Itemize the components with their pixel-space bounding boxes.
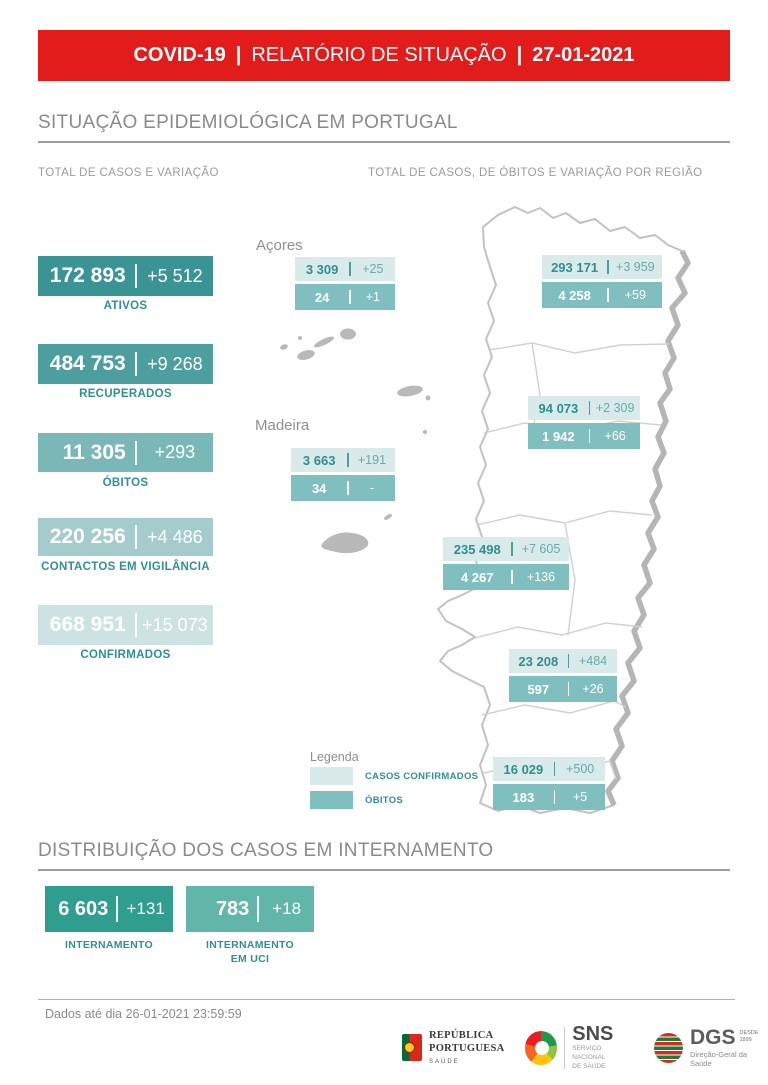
armillary-sphere-icon xyxy=(404,1042,415,1053)
dgs-globe-icon xyxy=(654,1033,683,1063)
recuperados-label: RECUPERADOS xyxy=(79,388,172,400)
republica-line2: PORTUGUESA xyxy=(429,1042,505,1054)
footer-divider xyxy=(38,999,735,1000)
acores-deaths-delta: +1 xyxy=(365,290,380,304)
internamento-label: INTERNAMENTO xyxy=(65,939,153,951)
algarve-cases: 16 029 xyxy=(503,761,544,777)
algarve-cases-delta: +500 xyxy=(566,762,595,776)
stat-box-ativos xyxy=(38,256,213,296)
centro-cases-delta: +2 309 xyxy=(595,401,635,415)
alentejo-cases: 23 208 xyxy=(518,653,559,669)
subtitle-total-casos: TOTAL DE CASOS E VARIAÇÃO xyxy=(38,167,219,179)
header-separator: | xyxy=(235,44,242,66)
legend-label-obitos: ÓBITOS xyxy=(365,795,404,806)
centro-deaths: 1 942 xyxy=(542,428,575,444)
internamento-value: 6 603 xyxy=(58,897,109,920)
stat-box-obitos xyxy=(38,433,213,472)
uci-label xyxy=(180,938,320,966)
legend-swatch-obitos xyxy=(310,791,353,809)
dgs-since-word: DESDE xyxy=(739,1030,759,1037)
dgs-logo xyxy=(654,1027,768,1068)
region-box-acores-deaths xyxy=(295,284,395,310)
norte-deaths: 4 258 xyxy=(558,287,591,303)
lvt-cases-delta: +7 605 xyxy=(521,542,561,556)
acores-cases-delta: +25 xyxy=(362,262,384,276)
stat-box-recuperados xyxy=(38,344,213,384)
sns-ring-icon xyxy=(525,1031,558,1065)
contactos-value: 220 256 xyxy=(49,525,126,548)
republica-portuguesa-logo xyxy=(402,1030,505,1065)
acores-cases: 3 309 xyxy=(305,261,339,277)
sns-abbr: SNS xyxy=(572,1023,614,1045)
stat-box-internamento xyxy=(45,886,173,932)
logo-separator xyxy=(564,1027,565,1069)
header-date: 27-01-2021 xyxy=(532,44,635,66)
madeira-cases-delta: +191 xyxy=(357,453,387,467)
sns-sub2: DE SAÚDE xyxy=(572,1063,606,1071)
region-box-madeira-cases xyxy=(291,448,395,472)
lvt-deaths: 4 267 xyxy=(460,569,494,585)
region-box-algarve-cases xyxy=(493,757,605,781)
uci-label-line2: EM UCI xyxy=(230,953,270,966)
madeira-label: Madeira xyxy=(255,417,310,434)
section-title-internamento: DISTRIBUIÇÃO DOS CASOS EM INTERNAMENTO xyxy=(38,840,730,871)
legend-title: Legenda xyxy=(310,750,359,764)
madeira-cases: 3 663 xyxy=(302,452,336,468)
sns-logo xyxy=(525,1024,634,1071)
stat-box-confirmados xyxy=(38,605,213,645)
header-separator-2: | xyxy=(516,44,523,66)
section-title-epidemiologia: SITUAÇÃO EPIDEMIOLÓGICA EM PORTUGAL xyxy=(38,112,730,143)
footer-logos xyxy=(402,1024,768,1071)
region-box-lvt-deaths xyxy=(443,564,569,590)
dgs-since-year: 1899 xyxy=(739,1037,752,1044)
internamento-delta: +131 xyxy=(126,899,165,918)
obitos-value: 11 305 xyxy=(62,440,126,464)
acores-deaths: 24 xyxy=(314,289,330,305)
stat-box-internamento-uci xyxy=(186,886,314,932)
header-title-covid: COVID-19 xyxy=(133,44,226,66)
recuperados-value: 484 753 xyxy=(49,352,126,375)
republica-saude: SAÚDE xyxy=(429,1059,460,1066)
portugal-flag-icon xyxy=(402,1034,422,1061)
centro-cases: 94 073 xyxy=(538,400,579,416)
madeira-islands xyxy=(321,513,392,553)
contactos-delta: +4 486 xyxy=(147,526,203,547)
region-box-alentejo-deaths xyxy=(509,676,617,702)
obitos-delta: +293 xyxy=(154,442,196,462)
acores-label: Açores xyxy=(256,237,303,254)
lvt-deaths-delta: +136 xyxy=(526,570,556,584)
confirmados-label: CONFIRMADOS xyxy=(80,649,171,661)
madeira-deaths-delta: - xyxy=(369,481,375,495)
header-bar xyxy=(38,30,730,81)
dgs-since xyxy=(739,1030,758,1044)
subtitle-total-por-regiao: TOTAL DE CASOS, DE ÓBITOS E VARIAÇÃO POR REGIÃO xyxy=(368,167,703,179)
confirmados-delta: +15 073 xyxy=(142,614,208,635)
algarve-deaths: 183 xyxy=(512,789,535,805)
norte-deaths-delta: +59 xyxy=(624,288,646,302)
dgs-sub: Direção-Geral da Saúde xyxy=(689,1050,748,1069)
confirmados-value: 668 951 xyxy=(49,613,126,636)
region-box-alentejo-cases xyxy=(509,649,617,673)
ativos-delta: +5 512 xyxy=(147,265,203,286)
legend-label-confirmados: CASOS CONFIRMADOS xyxy=(365,771,479,782)
region-box-norte-cases xyxy=(542,255,662,279)
sns-ring-hole xyxy=(535,1041,549,1055)
legend-swatch-confirmados xyxy=(310,767,353,785)
centro-deaths-delta: +66 xyxy=(604,429,626,443)
region-box-norte-deaths xyxy=(542,282,662,308)
region-box-acores-cases xyxy=(295,257,395,281)
obitos-label: ÓBITOS xyxy=(102,477,149,489)
footer-note: Dados até dia 26-01-2021 23:59:59 xyxy=(45,1007,242,1021)
alentejo-deaths-delta: +26 xyxy=(582,682,604,696)
recuperados-delta: +9 268 xyxy=(147,353,203,374)
uci-delta: +18 xyxy=(272,899,302,918)
region-box-centro-deaths xyxy=(528,423,640,449)
republica-line1: REPÚBLICA xyxy=(429,1030,494,1042)
dgs-abbr: DGS xyxy=(689,1026,736,1050)
uci-value: 783 xyxy=(215,897,250,920)
uci-label-line1: INTERNAMENTO xyxy=(206,939,294,951)
sns-sub1: SERVIÇO NACIONAL xyxy=(572,1045,606,1062)
contactos-label: CONTACTOS EM VIGILÂNCIA xyxy=(41,561,210,573)
region-box-centro-cases xyxy=(528,396,640,420)
alentejo-cases-delta: +484 xyxy=(578,654,608,668)
algarve-deaths-delta: +5 xyxy=(573,790,588,804)
region-box-madeira-deaths xyxy=(291,475,395,501)
alentejo-deaths: 597 xyxy=(527,681,550,697)
lvt-cases: 235 498 xyxy=(453,541,501,557)
norte-cases-delta: +3 959 xyxy=(616,260,655,274)
header-title-report: RELATÓRIO DE SITUAÇÃO xyxy=(251,44,507,66)
madeira-deaths: 34 xyxy=(311,480,327,496)
region-box-algarve-deaths xyxy=(493,784,605,810)
stat-box-contactos xyxy=(38,518,213,556)
ativos-label: ATIVOS xyxy=(103,300,148,312)
region-box-lvt-cases xyxy=(443,537,569,561)
norte-cases: 293 171 xyxy=(551,259,599,275)
ativos-value: 172 893 xyxy=(49,264,126,287)
